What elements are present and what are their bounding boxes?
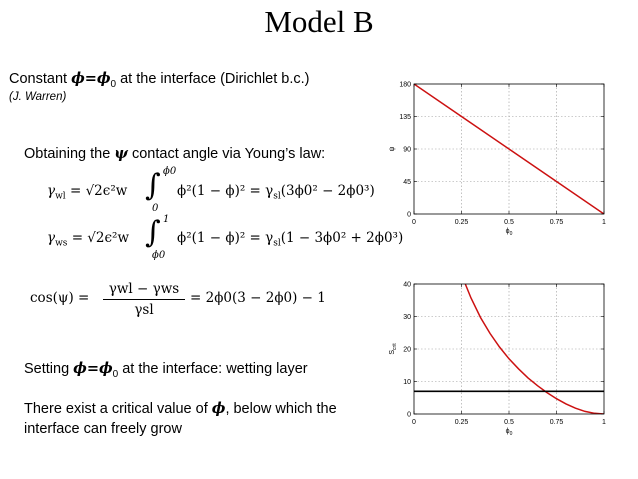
young-pre: Obtaining the bbox=[24, 146, 115, 162]
y-tick-label: 0 bbox=[407, 411, 411, 419]
eq2-rhs: ϕ²(1 − ϕ)² = γ bbox=[177, 230, 274, 246]
wet-sub: 0 bbox=[112, 368, 119, 380]
young-line bbox=[24, 145, 325, 162]
eq1-rhs: ϕ²(1 − ϕ)² = γ bbox=[177, 183, 274, 199]
eq3-lhs: cos(ψ) = bbox=[30, 290, 90, 306]
wet-post: at the interface: wetting layer bbox=[118, 361, 308, 377]
y-tick-label: 0 bbox=[407, 211, 411, 219]
eq2-tail: (1 − 3ϕ0² + 2ϕ0³) bbox=[280, 230, 404, 246]
x-tick-label: 1 bbox=[602, 419, 606, 426]
eq2-upper-limit: 1 bbox=[163, 214, 170, 225]
eq1-lhs-sub: wl bbox=[55, 191, 66, 202]
y-tick-label: 180 bbox=[399, 81, 411, 89]
x-tick-label: 0.5 bbox=[504, 419, 514, 426]
crit-pre: There exist a critical value of bbox=[24, 401, 212, 417]
eq1-upper-limit: ϕ0 bbox=[163, 166, 177, 177]
y-axis-label: $S_{crit}$ bbox=[389, 343, 398, 355]
equation-gamma-ws-rhs bbox=[177, 230, 403, 249]
eq1-rhs-sub: sl bbox=[273, 191, 281, 202]
psi-vs-phi0-chart bbox=[380, 76, 630, 246]
psi-symbol: ψ bbox=[114, 145, 128, 162]
y-axis-label: ψ bbox=[389, 146, 396, 152]
wet-symbol: ϕ=ϕ bbox=[73, 360, 113, 377]
x-tick-label: 1 bbox=[602, 219, 606, 226]
dirichlet-pre: Constant bbox=[9, 71, 72, 87]
eq2-lhs-sub: ws bbox=[55, 238, 68, 249]
slide-title: Model B bbox=[264, 4, 374, 39]
x-axis-label-sub: 0 bbox=[509, 431, 513, 437]
eq3-numerator: γwl − γws bbox=[108, 281, 180, 297]
y-axis-label-sub: crit bbox=[392, 343, 398, 350]
eq2-integral-icon: ∫ bbox=[145, 215, 161, 250]
eq2-lower-limit: ϕ0 bbox=[152, 250, 166, 261]
x-axis-label: $\phi_0$ bbox=[505, 228, 513, 237]
eq2-lhs: γ bbox=[47, 230, 56, 246]
dirichlet-sub: 0 bbox=[110, 78, 117, 90]
equation-gamma-ws bbox=[47, 230, 129, 249]
x-axis-label: $\phi_0$ bbox=[505, 428, 513, 437]
x-axis-label-sub: 0 bbox=[509, 231, 513, 237]
eq1-tail: (3ϕ0² − 2ϕ0³) bbox=[280, 183, 375, 199]
y-tick-label: 45 bbox=[403, 179, 411, 186]
y-tick-label: 135 bbox=[399, 114, 411, 121]
x-tick-label: 0 bbox=[412, 419, 416, 426]
eq1-lower-limit: 0 bbox=[152, 203, 159, 214]
wetting-line bbox=[24, 360, 308, 380]
credit: (J. Warren) bbox=[9, 91, 67, 103]
eq3-fraction-bar bbox=[103, 299, 185, 300]
equation-gamma-wl-rhs bbox=[177, 183, 375, 202]
eq2-rhs-sub: sl bbox=[273, 238, 281, 249]
y-tick-label: 10 bbox=[403, 379, 411, 386]
x-tick-label: 0.25 bbox=[454, 419, 469, 426]
y-tick-label: 90 bbox=[403, 146, 411, 154]
scrit-vs-phi0-chart bbox=[380, 276, 630, 446]
wet-pre: Setting bbox=[24, 361, 74, 377]
y-tick-label: 20 bbox=[403, 346, 411, 354]
eq3-denominator: γsl bbox=[134, 302, 154, 318]
equation-gamma-wl bbox=[47, 183, 127, 202]
critical-line-2: interface can freely grow bbox=[24, 421, 182, 437]
young-post: contact angle via Young’s law: bbox=[127, 146, 326, 162]
critical-line-1 bbox=[24, 400, 337, 417]
x-tick-label: 0 bbox=[412, 219, 416, 226]
dirichlet-line bbox=[9, 70, 310, 90]
x-tick-label: 0.5 bbox=[504, 219, 514, 226]
x-tick-label: 0.75 bbox=[549, 219, 564, 226]
dirichlet-post: at the interface (Dirichlet b.c.) bbox=[116, 71, 310, 87]
eq1-integral-icon: ∫ bbox=[145, 168, 161, 203]
eq3-rhs: = 2ϕ0(3 − 2ϕ0) − 1 bbox=[190, 290, 326, 306]
dirichlet-symbol: ϕ=ϕ bbox=[71, 70, 111, 87]
y-tick-label: 40 bbox=[403, 281, 411, 289]
crit-symbol: ϕ bbox=[211, 400, 226, 417]
eq1-mid: = √2ϵ²w bbox=[69, 183, 128, 199]
x-tick-label: 0.75 bbox=[549, 419, 564, 426]
eq2-mid: = √2ϵ²w bbox=[71, 230, 130, 246]
crit-post: , below which the bbox=[225, 401, 337, 417]
y-tick-label: 30 bbox=[403, 314, 411, 321]
eq1-lhs: γ bbox=[47, 183, 56, 199]
x-tick-label: 0.25 bbox=[454, 219, 469, 226]
